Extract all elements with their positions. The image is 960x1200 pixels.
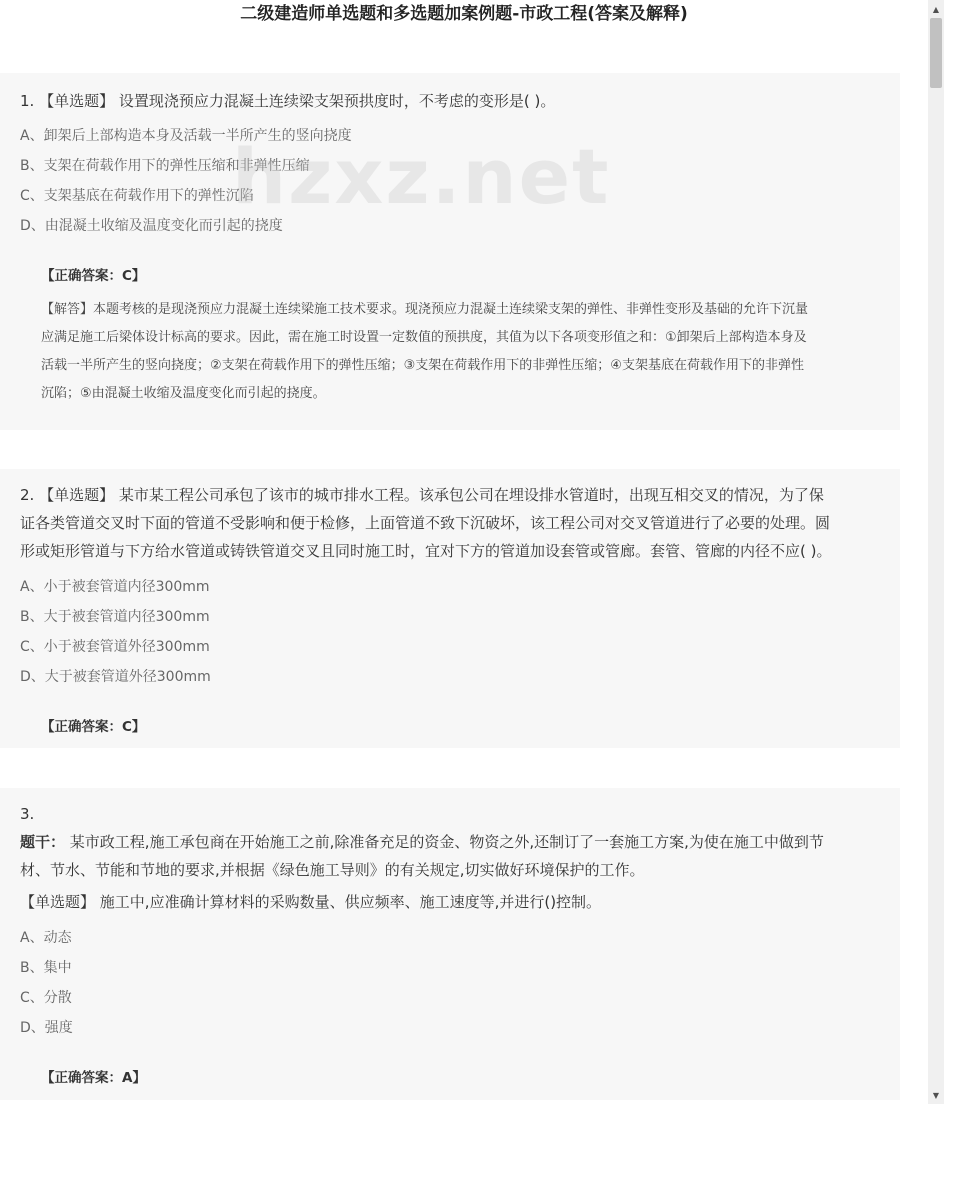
question-text: 设置现浇预应力混凝土连续梁支架预拱度时，不考虑的变形是( )。: [118, 92, 556, 110]
question-text-line: 某市政工程,施工承包商在开始施工之前,除准备充足的资金、物资之外,还制订了一套施工方案,为使在施工中做到节: [69, 833, 824, 851]
analysis-line: 沉陷；⑤由混凝土收缩及温度变化而引起的挠度。: [41, 386, 326, 401]
question-card-3: [0, 788, 900, 1100]
question-number: 3.: [20, 805, 35, 823]
analysis: [20, 296, 890, 408]
options-list: [20, 572, 880, 692]
option-d[interactable]: D、由混凝土收缩及温度变化而引起的挠度: [20, 218, 283, 234]
question-text-line: 证各类管道交叉时下面的管道不受影响和便于检修，上面管道不致下沉破坏，该工程公司对交叉管道进行了必要的处理。圆: [20, 514, 831, 532]
stem-label: 题干：: [20, 833, 66, 851]
analysis-line: 【解答】本题考核的是现浇预应力混凝土连续梁施工技术要求。现浇预应力混凝土连续梁支架的弹性、非弹性变形及基础的允许下沉量: [41, 302, 809, 317]
option-d[interactable]: D、大于被套管道外径300mm: [20, 669, 211, 685]
options-list: [20, 121, 880, 241]
watermark: hzxz.net: [232, 132, 611, 221]
option-c[interactable]: C、分散: [20, 990, 72, 1006]
options-list: [20, 923, 880, 1043]
question-card-2: [0, 469, 900, 748]
page-title: 二级建造师单选题和多选题加案例题-市政工程(答案及解释): [240, 4, 688, 24]
question-text-line: 材、节水、节能和节地的要求,并根据《绿色施工导则》的有关规定,切实做好环境保护的工作。: [20, 861, 645, 879]
analysis-line: 应满足施工后梁体设计标高的要求。因此，需在施工时设置一定数值的预拱度，其值为以下各项变形值之和：①卸架后上部构造本身及: [41, 330, 807, 345]
option-b[interactable]: B、集中: [20, 960, 72, 976]
scroll-down-arrow-icon[interactable]: ▼: [932, 1091, 940, 1100]
question-text-line: 形或矩形管道与下方给水管道或铸铁管道交叉且同时施工时，宜对下方的管道加设套管或管廊。套管、管廊的内径不应( )。: [20, 542, 832, 560]
question-stem: [20, 87, 880, 115]
option-a[interactable]: A、小于被套管道内径300mm: [20, 579, 210, 595]
sub-question: [20, 888, 890, 916]
option-a[interactable]: A、动态: [20, 930, 72, 946]
option-c[interactable]: C、支架基底在荷载作用下的弹性沉陷: [20, 188, 254, 204]
question-type-tag: 【单选题】: [39, 486, 115, 504]
question-card-1: [0, 73, 900, 430]
correct-answer: 【正确答案：C】: [41, 268, 146, 284]
question-number: 2.: [20, 486, 35, 504]
option-d[interactable]: D、强度: [20, 1020, 73, 1036]
correct-answer: 【正确答案：A】: [41, 1070, 146, 1086]
scroll-thumb[interactable]: [930, 18, 942, 88]
scroll-up-arrow-icon[interactable]: ▲: [932, 5, 940, 14]
option-b[interactable]: B、大于被套管道内径300mm: [20, 609, 210, 625]
question-type-tag: 【单选题】: [20, 893, 96, 911]
option-a[interactable]: A、卸架后上部构造本身及活载一半所产生的竖向挠度: [20, 128, 352, 144]
vertical-scrollbar[interactable]: [928, 0, 944, 1104]
question-stem: [20, 800, 890, 884]
analysis-line: 活载一半所产生的竖向挠度；②支架在荷载作用下的弹性压缩；③支架在荷载作用下的非弹性压缩；④支架基底在荷载作用下的非弹性: [41, 358, 804, 373]
question-text-line: 某市某工程公司承包了该市的城市排水工程。该承包公司在埋设排水管道时，出现互相交叉的情况，为了保: [118, 486, 824, 504]
sub-question-text: 施工中,应准确计算材料的采购数量、供应频率、施工速度等,并进行()控制。: [99, 893, 602, 911]
question-type-tag: 【单选题】: [39, 92, 115, 110]
correct-answer: 【正确答案：C】: [41, 719, 146, 735]
question-stem: [20, 481, 890, 565]
option-c[interactable]: C、小于被套管道外径300mm: [20, 639, 210, 655]
option-b[interactable]: B、支架在荷载作用下的弹性压缩和非弹性压缩: [20, 158, 310, 174]
question-number: 1.: [20, 92, 35, 110]
